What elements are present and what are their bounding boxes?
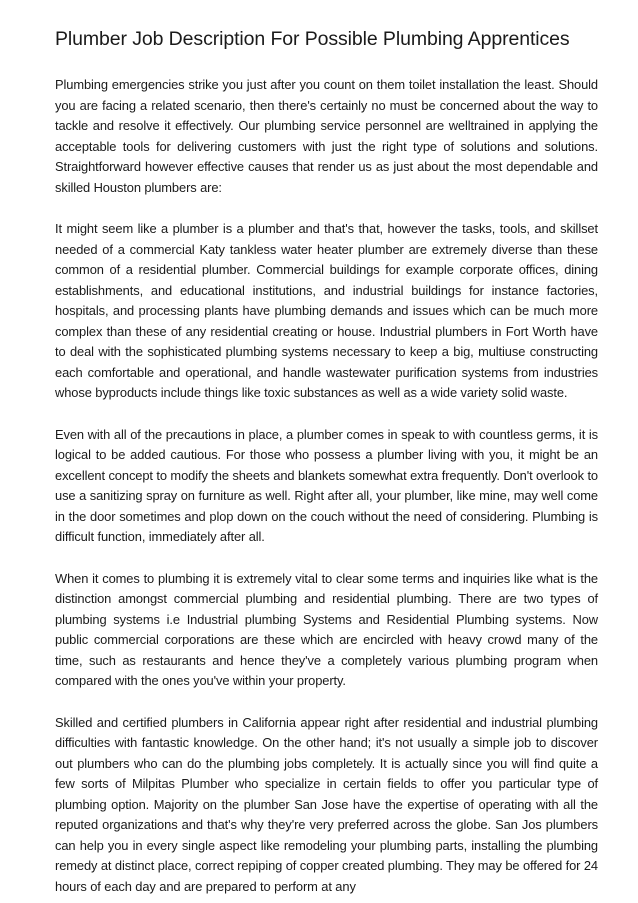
paragraph-4: When it comes to plumbing it is extremely vital to clear some terms and inquiries like what is the distinction amongst commercial plumbing and residential plumbing. There are two types of plumbing systems i.e Industrial plumbing Systems and Residential Plumbing systems. Now public commercial corporations are these which are encircled with heavy crowd many of the time, such as restaurants and hence they've a completely various plumbing program when compared with the ones you've within your property. — [55, 570, 598, 688]
page-title: Plumber Job Description For Possible Plumbing Apprentices — [55, 28, 570, 50]
paragraph-1: Plumbing emergencies strike you just after you count on them toilet installation the least. Should you are facing a related scenario, then there's certainly no must be concerned about the way to tackle and resolve it effectively. Our plumbing service personnel are welltrained in applying the acceptable tools for delivering customers with just the right type of solutions and solutions. Straightforward however effective causes that render us as just about the most dependable and skilled Houston plumbers are: — [55, 77, 598, 195]
paragraph-2: It might seem like a plumber is a plumber and that's that, however the tasks, tools, and skillset needed of a commercial Katy tankless water heater plumber are extremely diverse than these common of a residential plumber. Commercial buildings for example corporate offices, dining establishments, and educational institutions, and industrial buildings for instance factories, hospitals, and processing plants have plumbing demands and issues which can be much more complex than these of any residential creating or house. Industrial plumbers in Fort Worth have to deal with the sophisticated plumbing systems necessary to keep a big, multiuse constructing each comfortable and operational, and handle wastewater purification systems from industries whose byproducts include things like toxic substances as well as a wide variety solid waste. — [55, 221, 598, 400]
paragraph-5: Skilled and certified plumbers in California appear right after residential and industrial plumbing difficulties with fantastic knowledge. On the other hand; it's not usually a simple job to discover out plumbers who can do the plumbing jobs completely. It is actually since you will find quite a few sorts of Milpitas Plumber who specialize in certain fields to offer you particular type of plumbing option. Majority on the plumber San Jose have the expertise of operating with all the reputed organizations and that's why they're very preferred across the globe. San Jos plumbers can help you in every single aspect like remodeling your plumbing parts, installing the plumbing remedy at distinct place, correct repiping of copper created plumbing. They may be offered for 24 hours of each day and are prepared to perform at any — [55, 714, 598, 894]
paragraph-3: Even with all of the precautions in place, a plumber comes in speak to with countless germs, it is logical to be added cautious. For those who possess a plumber living with you, it might be an excellent concept to modify the sheets and blankets somewhat extra frequently. Don't overlook to use a sanitizing spray on furniture as well. Right after all, your plumber, like mine, may well come in the door sometimes and plop down on the couch without the need of considering. Plumbing is difficult function, immediately after all. — [55, 426, 598, 544]
